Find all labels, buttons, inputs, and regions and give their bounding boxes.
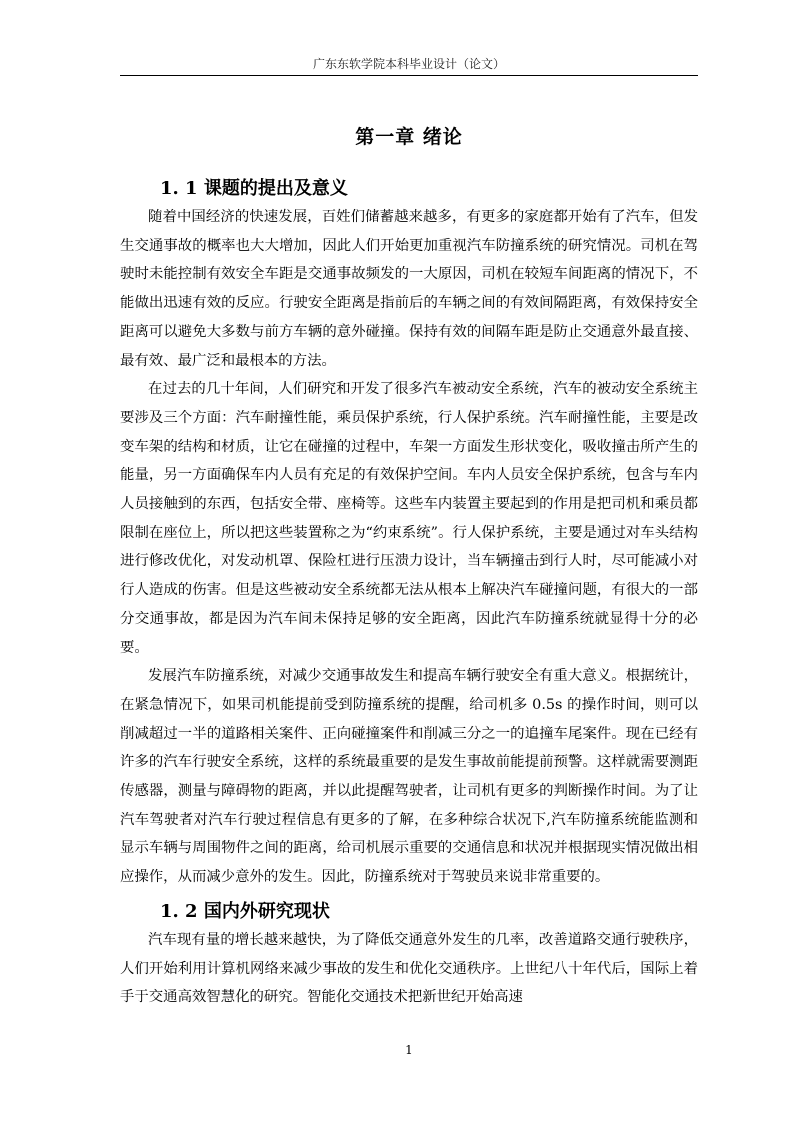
paragraph: 发展汽车防撞系统，对减少交通事故发生和提高车辆行驶安全有重大意义。根据统计，在紧急情况下，如果司机能提前受到防撞系统的提醒，给司机多 0.5s 的操作时间，则可以削减超过一半的道路相关案件、正向碰撞案件和削减三分之一的追撞车尾案件。现在已经有许多的汽车行驶安全系统，这样的系统最重要的是发生事故前能提前预警。这样就需要测距传感器，测量与障碍物的距离，并以此提醒驾驶者，让司机有更多的判断操作时间。为了让汽车驾驶者对汽车行驶过程信息有更多的了解，在多种综合状况下,汽车防撞系统能监测和显示车辆与周围物件之间的距离，给司机展示重要的交通信息和状况并根据现实情况做出相应操作，从而减少意外的发生。因此，防撞系统对于驾驶员来说非常重要的。 bbox=[120, 668, 698, 886]
header-rule bbox=[120, 75, 698, 76]
section-heading-1-1: 1. 1 课题的提出及意义 bbox=[160, 178, 348, 199]
section-1-1-body bbox=[120, 203, 698, 892]
section-1-2-body bbox=[120, 926, 698, 1012]
page-number: 1 bbox=[405, 1043, 413, 1057]
paragraph: 在过去的几十年间，人们研究和开发了很多汽车被动安全系统，汽车的被动安全系统主要涉及三个方面：汽车耐撞性能，乘员保护系统，行人保护系统。汽车耐撞性能，主要是改变车架的结构和材质，让它在碰撞的过程中，车架一方面发生形状变化，吸收撞击所产生的能量，另一方面确保车内人员有充足的有效保护空间。车内人员安全保护系统，包含与车内人员接触到的东西，包括安全带、座椅等。这些车内装置主要起到的作用是把司机和乘员都限制在座位上，所以把这些装置称之为“约束系统”。行人保护系统，主要是通过对车头结构进行修改优化，对发动机罩、保险杠进行压溃力设计，当车辆撞击到行人时，尽可能减小对行人造成的伤害。但是这些被动安全系统都无法从根本上解决汽车碰撞问题，有很大的一部分交通事故，都是因为汽车间未保持足够的安全距离，因此汽车防撞系统就显得十分的必要。 bbox=[120, 381, 698, 656]
paragraph: 汽车现有量的增长越来越快，为了降低交通意外发生的几率，改善道路交通行驶秩序，人们开始利用计算机网络来减少事故的发生和优化交通秩序。上世纪八十年代后，国际上着手于交通高效智慧化的研究。智能化交通技术把新世纪开始高速 bbox=[120, 932, 698, 1006]
section-heading-1-2: 1. 2 国内外研究现状 bbox=[160, 901, 330, 922]
paragraph: 随着中国经济的快速发展，百姓们储蓄越来越多，有更多的家庭都开始有了汽车，但发生交通事故的概率也大大增加，因此人们开始更加重视汽车防撞系统的研究情况。司机在驾驶时未能控制有效安全车距是交通事故频发的一大原因，司机在较短车间距离的情况下，不能做出迅速有效的反应。行驶安全距离是指前后的车辆之间的有效间隔距离，有效保持安全距离可以避免大多数与前方车辆的意外碰撞。保持有效的间隔车距是防止交通意外最直接、最有效、最广泛和最根本的方法。 bbox=[120, 209, 698, 369]
page-header: 广东东软学院本科毕业设计（论文） bbox=[312, 57, 505, 71]
chapter-title: 第一章 绪论 bbox=[355, 126, 463, 148]
